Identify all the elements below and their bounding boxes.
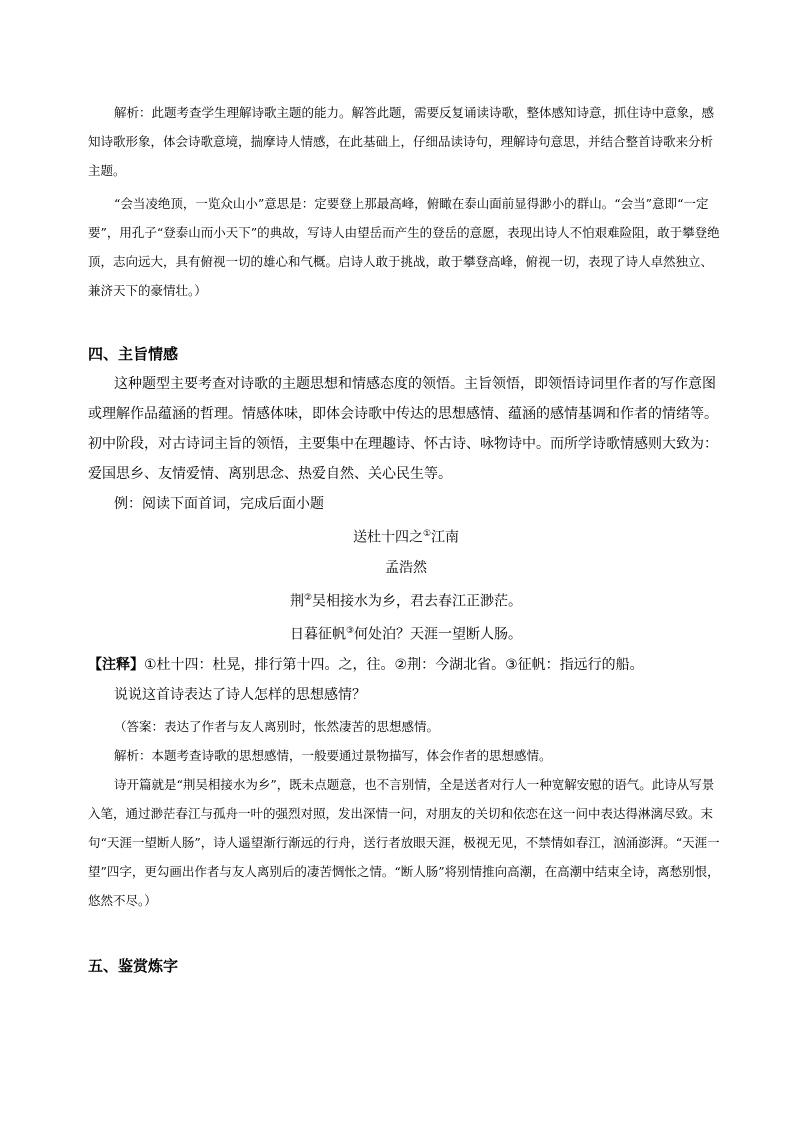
- section-heading: 五、鉴赏炼字: [88, 956, 179, 975]
- example-prompt: 例：阅读下面首词，完成后面小题: [114, 496, 324, 512]
- poem-author: 孟浩然: [385, 559, 427, 576]
- poem-notes: [88, 650, 724, 680]
- analysis-paragraph: “会当凌绝顶，一览众山小”意思是：定要登上那最高峰，俯瞰在泰山面前显得渺小的群山。“会当”意即“一定要”，用孔子“登泰山而小天下”的典故，写诗人由望岳而产生的登岳的意愿，表现出诗人不怕艰难险阻，敢于攀登绝顶，志向远大，具有俯视一切的雄心和气概。启诗人敢于挑战，敢于攀登高峰，俯视一切，表现了诗人卓然独立、兼济天下的豪情壮。）: [88, 196, 720, 298]
- poem-title-text: 送杜十四之: [352, 529, 423, 546]
- notes-label: 【注释】: [88, 656, 144, 673]
- poem-title-text: 江南: [431, 529, 460, 546]
- poem-title: [88, 519, 724, 553]
- poem-line: [88, 616, 724, 650]
- poem-line-text: 吴相接水为乡，君去春江正渺茫。: [312, 593, 523, 610]
- poem-line-text: 荆: [289, 593, 304, 610]
- page-content: [88, 90, 724, 981]
- question-text: 说说这首诗表达了诗人怎样的思想感情？: [114, 686, 366, 703]
- analysis-paragraph: 解析：此题考查学生理解诗歌主题的能力。解答此题，需要反复诵读诗歌，整体感知诗意，抓住诗中意象，感知诗歌形象，体会诗歌意境，揣摩诗人情感，在此基础上，仔细品读诗句，理解诗句意思，并结合整首诗歌来分析主题。: [88, 105, 715, 178]
- analysis-paragraph: 解析：本题考查诗歌的思想感情，一般要通过景物描写，体会作者的思想感情。: [114, 747, 552, 763]
- section-intro: 这种题型主要考查对诗歌的主题思想和情感态度的领悟。主旨领悟，即领悟诗词里作者的写作意图或理解作品蕴涵的哲理。情感体味，即体会诗歌中传达的思想感情、蕴涵的感情基调和作者的情绪等。初中阶段，对古诗词主旨的领悟，主要集中在理趣诗、怀古诗、咏物诗中。而所学诗歌情感则大致为：爱国思乡、友情爱情、离别思念、热爱自然、关心民生等。: [88, 376, 718, 482]
- poem-line-text: 日暮征帆: [289, 626, 346, 643]
- poem-line: [88, 583, 724, 617]
- analysis-paragraph: 诗开篇就是“荆吴相接水为乡”，既未点题意，也不言别情，全是送者对行人一种宽解安慰的语气。此诗从写景入笔，通过渺茫春江与孤舟一叶的强烈对照，发出深情一问，对朋友的关切和依恋在这一问中表达得淋漓尽致。末句“天涯一望断人肠”，诗人遥望渐行渐远的行舟，送行者放眼天涯，极视无见，不禁情如春江，汹涌澎湃。“天涯一望”四字，更勾画出作者与友人离别后的凄苦惆怅之情。“断人肠”将别情推向高潮，在高潮中结束全诗，离愁别恨，悠然不尽。）: [88, 776, 720, 908]
- notes-text: ①杜十四：杜晃，排行第十四。之，往。②荆：今湖北省。③征帆：指远行的船。: [144, 656, 644, 673]
- footnote-mark: ①: [422, 529, 432, 539]
- answer-text: （答案：表达了作者与友人离别时，怅然凄苦的思想感情。: [114, 718, 440, 734]
- footnote-mark: ③: [345, 626, 355, 637]
- poem-line-text: 何处泊？天涯一望断人肠。: [354, 626, 523, 643]
- section-heading: 四、主旨情感: [88, 345, 179, 363]
- footnote-mark: ②: [303, 592, 313, 603]
